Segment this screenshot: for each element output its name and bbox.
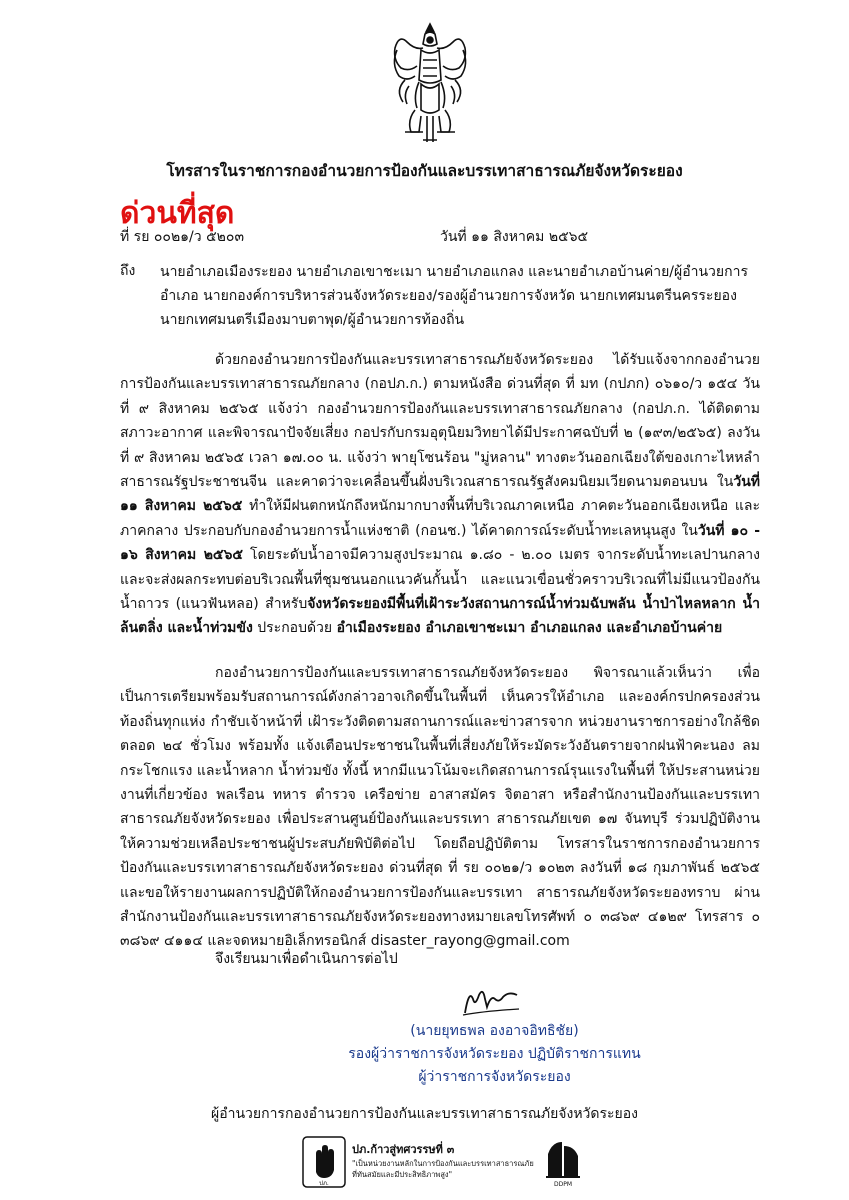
paragraph-text: ทำให้มีฝนตกหนักถึงหนักมากบางพื้นที่บริเวณภาคเหนือ ภาคตะวันออกเฉียงเหนือ และภาคกลาง ประกอบกับกองอำนวยการน้ำแห่งชาติ (กอนช.) ได้คาดการณ์ระดับน้ำทะเลหนุนสูง ใน — [120, 498, 760, 539]
footer-slogan: ปภ.ก้าวสู่ทศวรรษที่ ๓ — [352, 1143, 455, 1156]
recipient-label: ถึง — [120, 263, 136, 279]
signature-block — [0, 1020, 849, 1089]
footer-text — [352, 1140, 542, 1180]
bold-date-text: วันที่ ๑๑ สิงหาคม ๒๕๖๕ — [120, 474, 760, 515]
document-date: วันที่ ๑๑ สิงหาคม ๒๕๖๕ — [440, 229, 589, 245]
svg-text:ปภ.: ปภ. — [319, 1180, 329, 1187]
footer-banner — [302, 1136, 586, 1188]
urgency-label: ด่วนที่สุด — [120, 196, 235, 231]
signatory-name: (นายยุทธพล องอาจอิทธิชัย) — [410, 1023, 579, 1039]
director-line: ผู้อำนวยการกองอำนวยการป้องกันและบรรเทาสาธารณภัยจังหวัดระยอง — [210, 1106, 638, 1122]
footer-mission-line-1: "เป็นหน่วยงานหลักในการป้องกันและบรรเทาสาธารณภัย — [352, 1159, 534, 1168]
closing-line: จึงเรียนมาเพื่อดำเนินการต่อไป — [215, 951, 398, 967]
handwritten-signature-icon — [455, 985, 545, 1019]
garuda-emblem-icon — [385, 20, 475, 146]
document-header-title: โทรสารในราชการกองอำนวยการป้องกันและบรรเทาสาธารณภัยจังหวัดระยอง — [166, 162, 683, 180]
paragraph-text: โดยระดับน้ำอาจมีความสูงประมาณ ๑.๘๐ - ๒.๐๐ เมตร จากระดับน้ำทะเลปานกลาง และจะส่งผลกระทบต่อบริเวณพื้นที่ชุมชนนอกแนวคันกั้นน้ำ และแนวเขื่อนชั่วคราวบริเวณที่ไม่มีแนวป้องกันน้ำถาวร (แนวฟันหลอ) สำหรับ — [120, 547, 760, 613]
signatory-position: รองผู้ว่าราชการจังหวัดระยอง ปฏิบัติราชการแทน — [348, 1046, 641, 1062]
footer-mission-line-2: ที่ทันสมัยและมีประสิทธิภาพสูง" — [352, 1170, 453, 1179]
paragraph-body-2 — [120, 661, 760, 954]
recipient-list: นายอำเภอเมืองระยอง นายอำเภอเขาชะเมา นายอำเภอแกลง และนายอำเภอบ้านค่าย/ผู้อำนวยการอำเภอ นายกองค์การบริหารส่วนจังหวัดระยอง/รองผู้อำนวยการจังหวัด นายกเทศมนตรีนครระยอง นายกเทศมนตรีเมืองมาบตาพุด/ผู้อำนวยการท้องถิ่น — [160, 264, 748, 328]
paragraph-text: ด้วยกองอำนวยการป้องกันและบรรเทาสาธารณภัยจังหวัดระยอง ได้รับแจ้งจากกองอำนวยการป้องกันและบรรเทาสาธารณภัยกลาง (กอปภ.ก.) ตามหนังสือ ด่วนที่สุด ที่ มท (กปภก) ๐๖๑๐/ว ๑๕๔ วันที่ ๙ สิงหาคม ๒๕๖๕ แจ้งว่า กองอำนวยการป้องกันและบรรเทาสาธารณภัยกลาง (กอปภ.ก. ได้ติดตามสภาวะอากาศ และพิจารณาปัจจัยเสี่ยง กอปรกับกรมอุตุนิยมวิทยาได้มีประกาศฉบับที่ ๒ (๑๙๓/๒๕๖๕) ลงวันที่ ๙ สิงหาคม ๒๕๖๕ เวลา ๑๗.๐๐ น. แจ้งว่า พายุโซนร้อน "มู่หลาน" ทางตะวันออกเฉียงใต้ของเกาะไหหลำ สาธารณรัฐประชาชนจีน และคาดว่าจะเคลื่อนขึ้นฝั่งบริเวณสาธารณรัฐสังคมนิยมเวียดนามตอนบน ใน — [120, 352, 760, 491]
reference-number: ที่ รย ๐๐๒๑/ว ๕๒๐๓ — [120, 229, 245, 245]
ddpm-hand-logo-icon — [302, 1136, 346, 1188]
signatory-on-behalf: ผู้ว่าราชการจังหวัดระยอง — [418, 1069, 571, 1085]
paragraph-text: กองอำนวยการป้องกันและบรรเทาสาธารณภัยจังหวัดระยอง พิจารณาแล้วเห็นว่า เพื่อเป็นการเตรียมพร้อมรับสถานการณ์ดังกล่าวอาจเกิดขึ้นในพื้นที่ เห็นควรให้อำเภอ และองค์กรปกครองส่วนท้องถิ่นทุกแห่ง กำชับเจ้าหน้าที่ เฝ้าระวังติดตามสถานการณ์และข่าวสารจาก หน่วยงานราชการอย่างใกล้ชิดตลอด ๒๔ ชั่วโมง พร้อมทั้ง แจ้งเตือนประชาชนในพื้นที่เสี่ยงภัยให้ระมัดระวังอันตรายจากฝนฟ้าคะนอง ลมกระโชกแรง และน้ำหลาก น้ำท่วมขัง ทั้งนี้ หากมีแนวโน้มจะเกิดสถานการณ์รุนแรงในพื้นที่ ให้ประสานหน่วยงานที่เกี่ยวข้อง พลเรือน ทหาร ตำรวจ เครือข่าย อาสาสมัคร จิตอาสา หรือสำนักงานป้องกันและบรรเทาสาธารณภัยจังหวัดระยอง เพื่อประสานศูนย์ป้องกันและบรรเทา สาธารณภัยเขต ๑๗ จันทบุรี ร่วมปฏิบัติงานให้ความช่วยเหลือประชาชนผู้ประสบภัยพิบัติต่อไป โดยถือปฏิบัติตาม โทรสารในราชการกองอำนวยการป้องกันและบรรเทาสาธารณภัยจังหวัดระยอง ด่วนที่สุด ที่ รย ๐๐๒๑/ว ๑๐๒๓ ลงวันที่ ๑๘ กุมภาพันธ์ ๒๕๖๕ และขอให้รายงานผลการปฏิบัติให้กองอำนวยการป้องกันและบรรเทา สาธารณภัยจังหวัดระยองทราบ ผ่านสำนักงานป้องกันและบรรเทาสาธารณภัยจังหวัดระยองทางหมายเลขโทรศัพท์ ๐ ๓๘๖๙ ๔๑๒๙ โทรสาร ๐ ๓๘๖๙ ๔๑๑๔ และจดหมายอิเล็กทรอนิกส์ disaster_rayong@gmail.com — [120, 665, 760, 950]
svg-text:DDPM: DDPM — [553, 1181, 573, 1188]
paragraph-body-1 — [120, 348, 760, 641]
bold-date-text: วันที่ ๑๐ - ๑๖ สิงหาคม ๒๕๖๕ — [120, 522, 760, 564]
paragraph-text: ประกอบด้วย — [252, 620, 337, 637]
bold-warning-text: จังหวัดระยองมีพื้นที่เฝ้าระวังสถานการณ์น้ำท่วมฉับพลัน น้ำป่าไหลหลาก น้ำล้นตลิ่ง และน้ำท่วมขัง — [120, 596, 760, 637]
ddpm-emblem-logo-icon — [540, 1136, 586, 1188]
bold-district-list: อำเมืองระยอง อำเภอเขาชะเมา อำเภอแกลง และอำเภอบ้านค่าย — [336, 620, 723, 637]
